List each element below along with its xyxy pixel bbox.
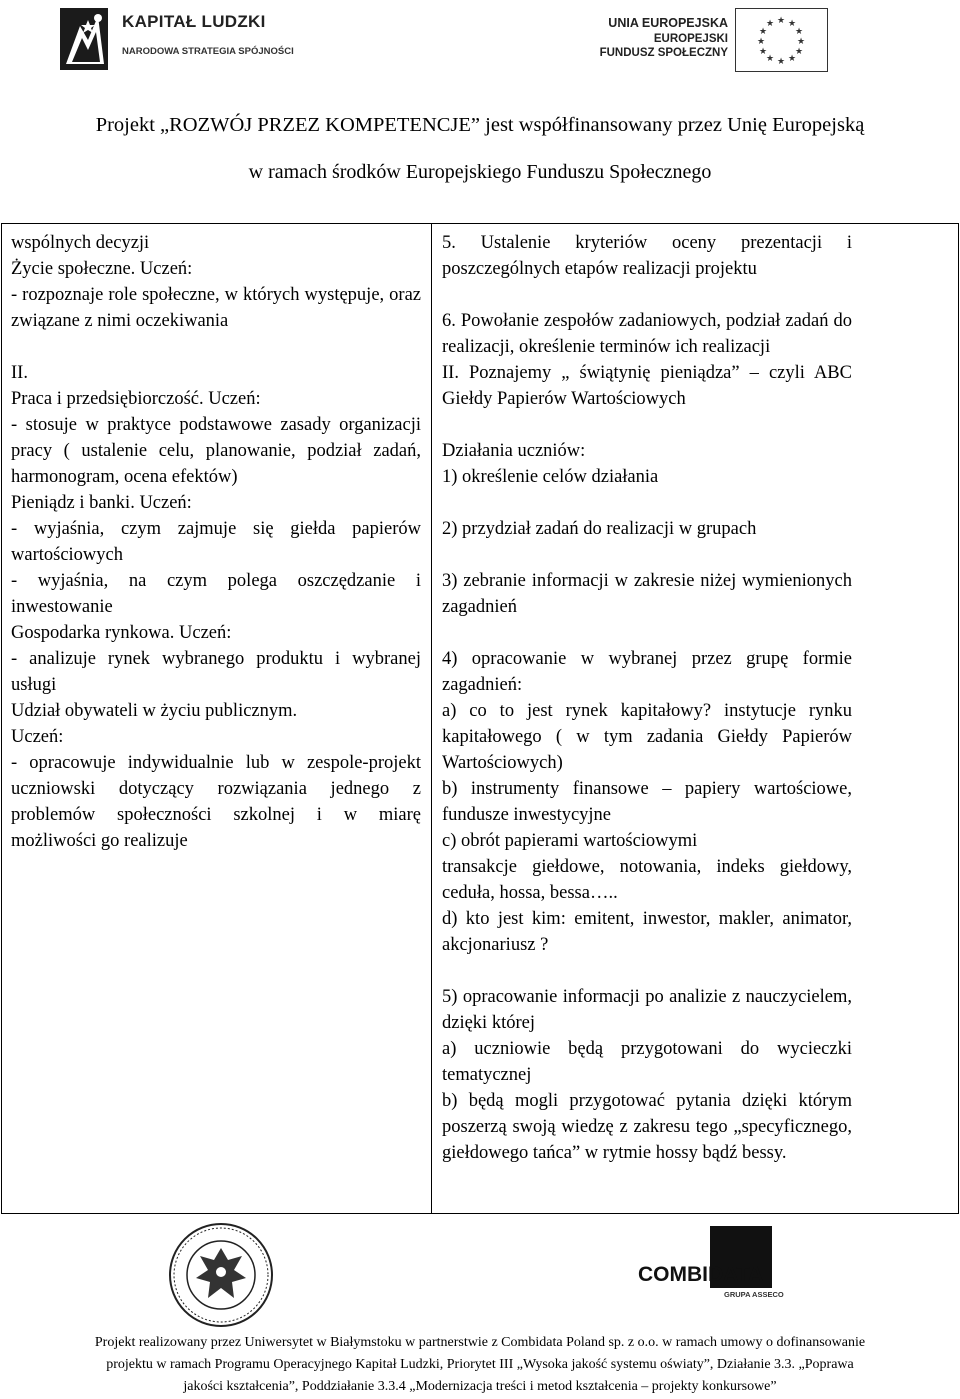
left-column (11, 230, 421, 854)
right-line: 6. Powołanie zespołów zadaniowych, podział zadań do realizacji, określenie terminów ich realizacji (442, 311, 852, 357)
footer-line-3: jakości kształcenia”, Poddziałanie 3.3.4 „Modernizacja treści i metod kształcenia – projekty konkursowe” (183, 1379, 777, 1394)
svg-text:★: ★ (759, 27, 768, 37)
svg-text:★: ★ (757, 37, 766, 47)
right-column (442, 230, 852, 1166)
svg-text:★: ★ (777, 16, 786, 26)
left-line: Życie społeczne. Uczeń: (11, 259, 193, 279)
eu-flag-icon (735, 8, 828, 72)
combidata-sub: GRUPA ASSECO (724, 1290, 784, 1299)
left-line: - wyjaśnia, czym zajmuje się giełda papierów wartościowych (11, 519, 421, 565)
footer-line-1: Projekt realizowany przez Uniwersytet w Białymstoku w partnerstwie z Combidata Poland sp. z o.o. w ramach umowy o dofinansowanie (94, 1335, 866, 1350)
left-line: Praca i przedsiębiorczość. Uczeń: (11, 389, 261, 409)
left-line: wspólnych decyzji (11, 233, 150, 253)
project-title-line-2: w ramach środków Europejskiego Funduszu Społecznego (248, 161, 712, 183)
right-line: a) co to jest rynek kapitałowy? instytucje rynku kapitałowego ( w tym zadania Giełdy Papierów Wartościowych) (442, 701, 852, 773)
right-line: b) będą mogli przygotować pytania dzięki którym poszerzą swoją wiedzę z zakresu tego „specyficznego, giełdowego tańca” w rytmie hossy bądź bessy. (442, 1091, 852, 1163)
left-line: - analizuje rynek wybranego produktu i wybranej usługi (11, 649, 421, 695)
right-line: transakcje giełdowe, notowania, indeks giełdowy, ceduła, hossa, bessa….. (442, 857, 852, 903)
kapital-ludzki-subtitle: NARODOWA STRATEGIA SPÓJNOŚCI (122, 46, 294, 57)
right-line: 1) określenie celów działania (442, 467, 659, 487)
svg-text:★: ★ (795, 47, 804, 57)
svg-text:★: ★ (788, 19, 797, 29)
right-line: d) kto jest kim: emitent, inwestor, makler, animator, akcjonariusz ? (442, 909, 852, 955)
right-line: 4) opracowanie w wybranej przez grupę formie zagadnień: (442, 649, 852, 695)
combidata-name: COMBIDATA (638, 1263, 764, 1286)
project-title-line-1: Projekt „ROZWÓJ PRZEZ KOMPETENCJE” jest współfinansowany przez Unię Europejską (95, 114, 865, 136)
svg-text:★: ★ (797, 37, 806, 47)
column-divider (431, 223, 432, 1214)
left-line: - opracowuje indywidualnie lub w zespole-projekt uczniowski dotyczący rozwiązania jednego z problemów społeczności szkolnej i w miarę możliwości go realizuje (11, 753, 421, 851)
right-line: Działania uczniów: (442, 441, 586, 461)
svg-text:★: ★ (766, 54, 775, 64)
footer-line-2: projektu w ramach Programu Operacyjnego Kapitał Ludzki, Priorytet III „Wysoka jakość systemu oświaty”, Działanie 3.3. „Poprawa (106, 1357, 854, 1372)
right-line: 5. Ustalenie kryteriów oceny prezentacji i poszczególnych etapów realizacji projektu (442, 233, 852, 279)
right-line: c) obrót papierami wartościowymi (442, 831, 698, 851)
left-line: Udział obywateli w życiu publicznym. (11, 701, 298, 721)
svg-text:★: ★ (788, 54, 797, 64)
ue-line-3: FUNDUSZ SPOŁECZNY (599, 47, 728, 59)
left-line: Gospodarka rynkowa. Uczeń: (11, 623, 232, 643)
right-line: b) instrumenty finansowe – papiery wartościowe, fundusze inwestycyjne (442, 779, 852, 825)
kapital-ludzki-name: KAPITAŁ LUDZKI (122, 12, 266, 31)
right-line: a) uczniowie będą przygotowani do wycieczki tematycznej (442, 1039, 852, 1085)
svg-text:★: ★ (795, 27, 804, 37)
svg-text:★: ★ (766, 19, 775, 29)
svg-text:★: ★ (777, 57, 786, 67)
right-line: 3) zebranie informacji w zakresie niżej wymienionych zagadnień (442, 571, 852, 617)
combidata-logo-icon (636, 1226, 784, 1306)
right-line: 2) przydział zadań do realizacji w grupach (442, 519, 757, 539)
left-line: II. (11, 363, 28, 383)
left-line: Uczeń: (11, 727, 64, 747)
ue-line-2: EUROPEJSKI (653, 33, 728, 45)
right-line: II. Poznajemy „ świątynię pieniądza” – czyli ABC Giełdy Papierów Wartościowych (442, 363, 852, 409)
left-line: - stosuje w praktyce podstawowe zasady organizacji pracy ( ustalenie celu, planowanie, podział zadań, harmonogram, ocena efektów) (11, 415, 421, 487)
left-line: - wyjaśnia, na czym polega oszczędzanie i inwestowanie (11, 571, 421, 617)
svg-text:★: ★ (759, 47, 768, 57)
left-line: Pieniądz i banki. Uczeń: (11, 493, 192, 513)
right-line: 5) opracowanie informacji po analizie z nauczycielem, dzięki której (442, 987, 852, 1033)
ue-line-1: UNIA EUROPEJSKA (608, 16, 728, 30)
left-line: - rozpoznaje role społeczne, w których występuje, oraz związane z nimi oczekiwania (11, 285, 421, 331)
university-seal-icon (168, 1222, 274, 1328)
